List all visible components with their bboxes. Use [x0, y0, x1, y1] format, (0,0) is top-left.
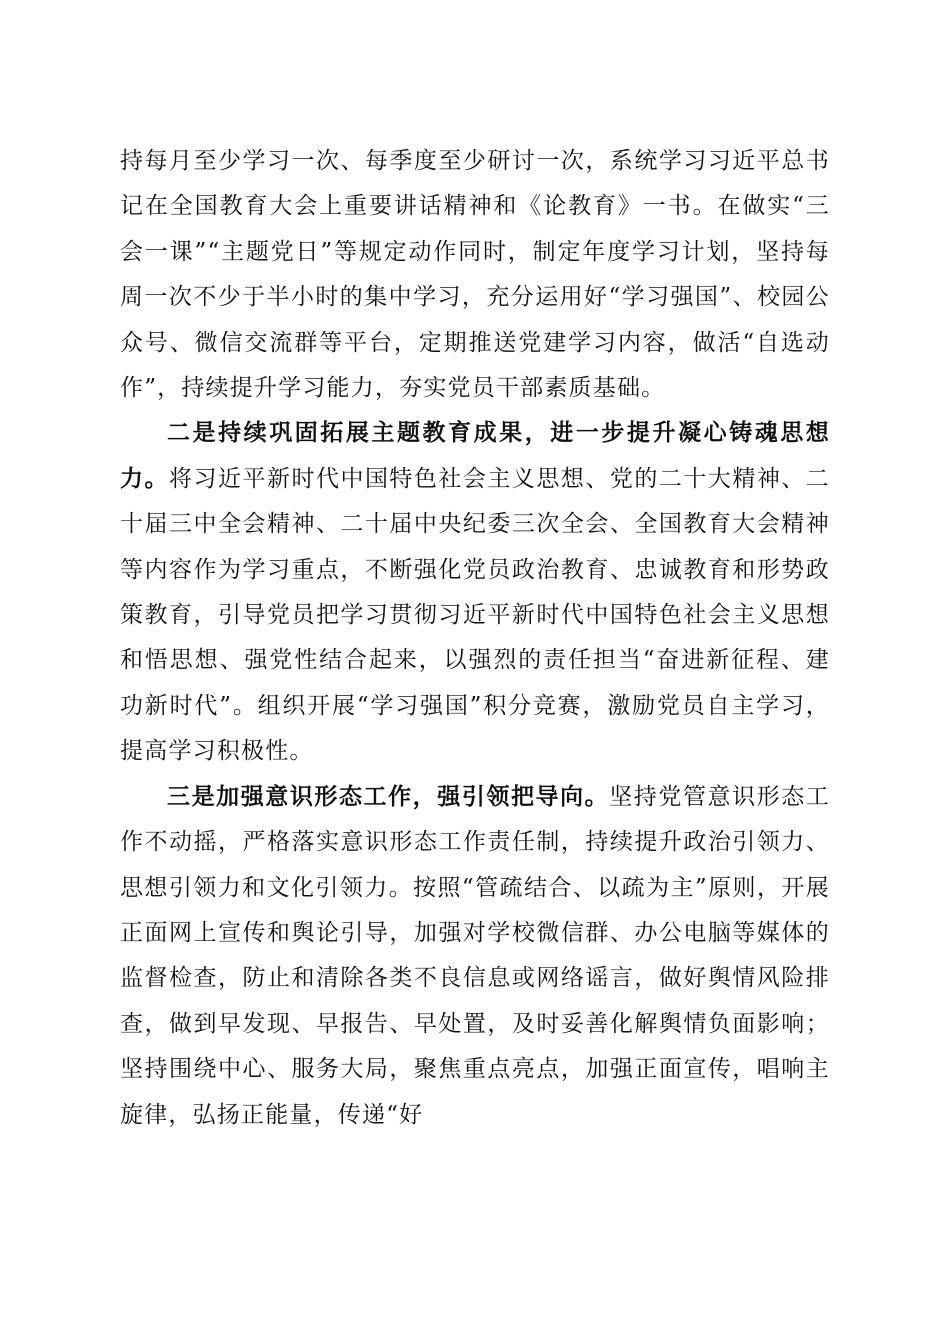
- paragraph-theme-education: [120, 411, 830, 774]
- paragraph-body: 将习近平新时代中国特色社会主义思想、党的二十大精神、二十届三中全会精神、二十届中央纪委三次全会、全国教育大会精神等内容作为学习重点，不断强化党员政治教育、忠诚教育和形势政策教育，引导党员把学习贯彻习近平新时代中国特色社会主义思想和悟思想、强党性结合起来，以强烈的责任担当“奋进新征程、建功新时代”。组织开展“学习强国”积分竞赛，激励党员自主学习，提高学习积极性。: [120, 465, 831, 765]
- paragraph-study-plan: [120, 139, 830, 411]
- document-body: [120, 139, 830, 1138]
- paragraph-ideology-work: [120, 775, 830, 1138]
- paragraph-body: 坚持党管意识形态工作不动摇，严格落实意识形态工作责任制，持续提升政治引领力、思想引领力和文化引领力。按照“管疏结合、以疏为主”原则，开展正面网上宣传和舆论引导，加强对学校微信群、办公电脑等媒体的监督检查，防止和清除各类不良信息或网络谣言，做好舆情风险排查，做到早发现、早报告、早处置，及时妥善化解舆情负面影响；坚持围绕中心、服务大局，聚焦重点亮点，加强正面宣传，唱响主旋律，弘扬正能量，传递“好: [120, 783, 830, 1128]
- paragraph-lead-heading: 三是加强意识形态工作，强引领把导向。: [167, 783, 610, 810]
- paragraph-body: 持每月至少学习一次、每季度至少研讨一次，系统学习习近平总书记在全国教育大会上重要讲话精神和《论教育》一书。在做实“三会一课”“主题党日”等规定动作同时，制定年度学习计划，坚持每周一次不少于半小时的集中学习，充分运用好“学习强国”、校园公众号、微信交流群等平台，定期推送党建学习内容，做活“自选动作”，持续提升学习能力，夯实党员干部素质基础。: [120, 148, 830, 402]
- paragraph-lead-heading: 二是持续巩固拓展主题教育成果，进一步提升凝心铸魂思想力。: [120, 420, 830, 492]
